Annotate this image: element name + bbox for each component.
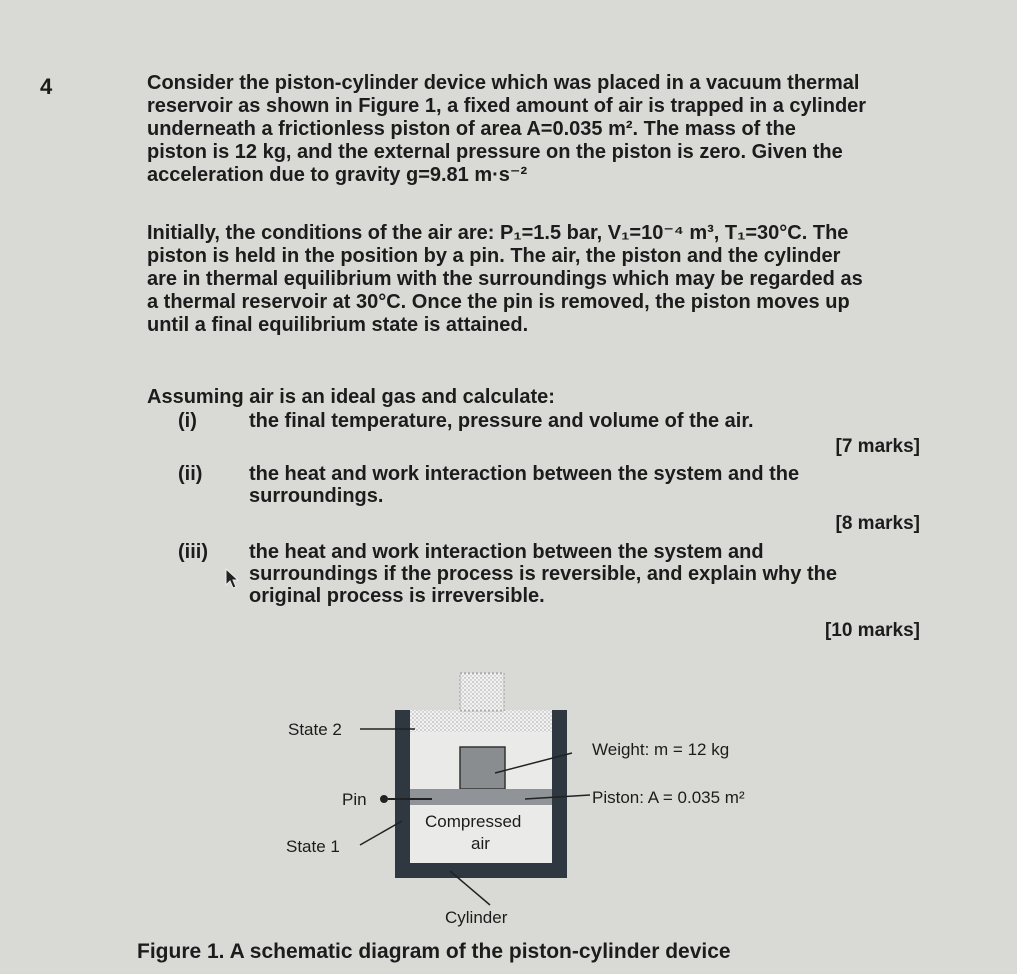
marks-iii: [10 marks] [824,620,920,641]
item-line: the heat and work interaction between the system and [249,541,764,563]
piston [410,789,552,805]
paragraph-line: underneath a frictionless piston of area A=0.035 m². The mass of the [147,118,796,140]
label-air: air [471,834,490,853]
item-line: the final temperature, pressure and volume of the air. [249,410,754,432]
paragraph-line: Consider the piston-cylinder device which was placed in a vacuum thermal [147,72,860,94]
item-text-i [249,410,899,432]
label-pin: Pin [342,790,367,809]
weight-block [460,747,505,789]
problem-paragraph-1 [147,72,917,187]
item-label-iii: (iii) [178,541,208,563]
problem-paragraph-2 [147,222,917,337]
piston-cylinder-diagram [280,665,800,935]
item-line: the heat and work interaction between the system and the [249,463,800,485]
marks-ii: [8 marks] [835,513,920,534]
item-label-i: (i) [178,410,197,432]
paragraph-line: Initially, the conditions of the air are: P₁=1.5 bar, V₁=10⁻⁴ m³, T₁=30°C. The [147,222,849,244]
item-line: surroundings if the process is reversible, and explain why the [249,563,837,585]
paragraph-line: until a final equilibrium state is attained. [147,314,529,336]
state2-weight [460,673,504,711]
label-compressed: Compressed [425,812,522,831]
label-piston: Piston: A = 0.035 m² [592,788,745,807]
item-text-ii [249,463,899,507]
pin-icon [380,795,388,803]
item-text-iii [249,541,899,607]
paragraph-line: are in thermal equilibrium with the surroundings which may be regarded as [147,268,863,290]
label-weight: Weight: m = 12 kg [592,740,730,759]
paragraph-line: reservoir as shown in Figure 1, a fixed amount of air is trapped in a cylinder [147,95,867,117]
marks-i: [7 marks] [835,436,920,457]
task-intro: Assuming air is an ideal gas and calculate: [147,386,555,408]
state2-piston [410,710,552,732]
paragraph-line: piston is 12 kg, and the external pressure on the piston is zero. Given the [147,141,843,163]
paragraph-line: a thermal reservoir at 30°C. Once the pin is removed, the piston moves up [147,291,850,313]
item-line: surroundings. [249,485,384,507]
figure-caption: Figure 1. A schematic diagram of the piston-cylinder device [137,940,731,963]
label-state-1: State 1 [286,837,340,856]
item-line: original process is irreversible. [249,585,545,607]
item-label-ii: (ii) [178,463,203,485]
mouse-cursor-icon [224,568,240,590]
paragraph-line: acceleration due to gravity g=9.81 m·s⁻² [147,164,528,186]
label-state-2: State 2 [288,720,342,739]
label-cylinder: Cylinder [445,908,508,927]
question-number: 4 [40,74,53,99]
paragraph-line: piston is held in the position by a pin. The air, the piston and the cylinder [147,245,841,267]
